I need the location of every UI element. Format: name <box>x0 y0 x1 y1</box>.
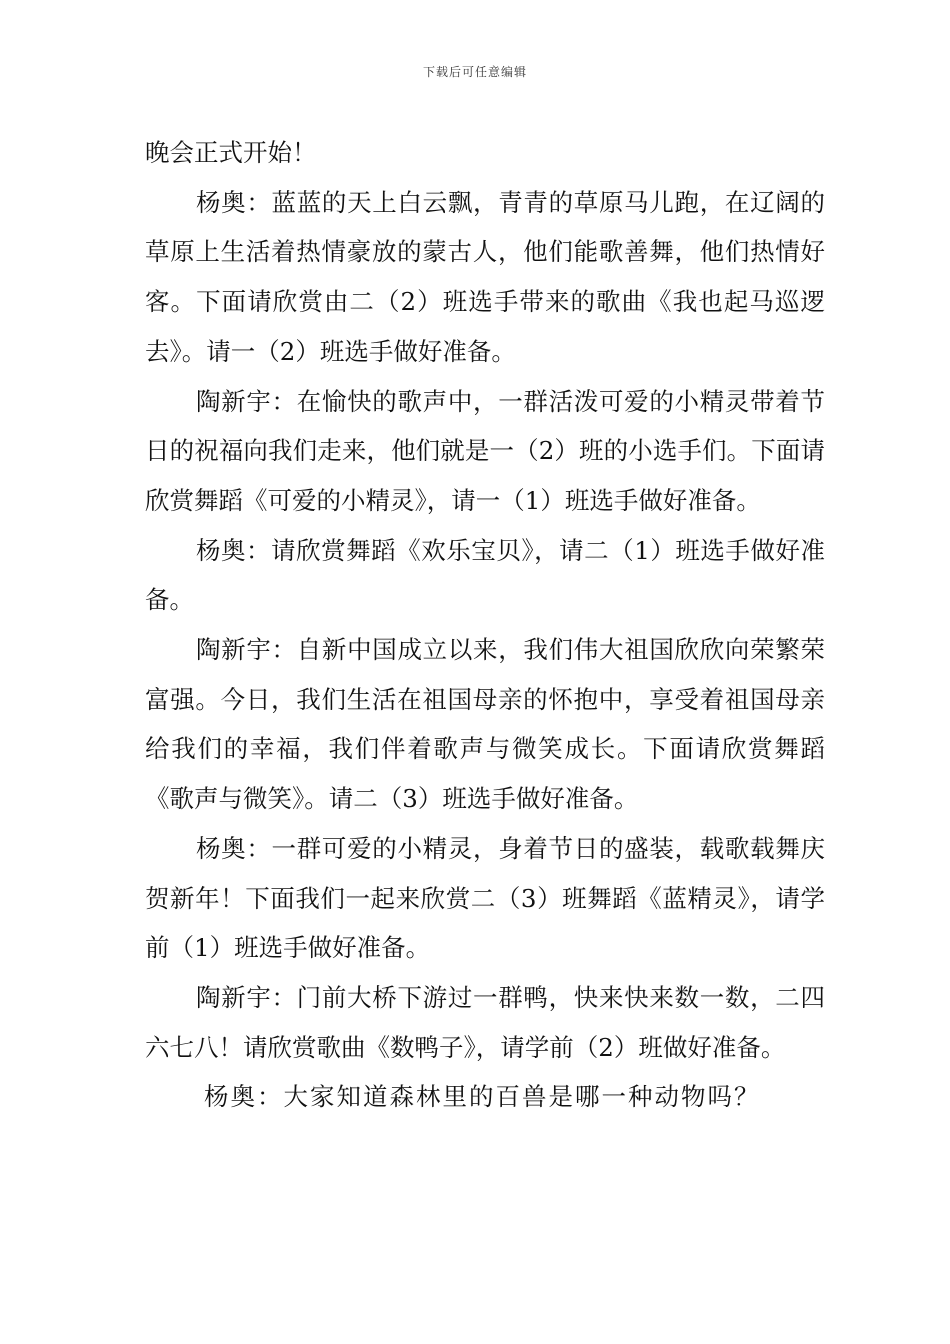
paragraph-yang-ao-3: 杨奥：一群可爱的小精灵，身着节日的盛装，载歌载舞庆贺新年！下面我们一起来欣赏二（3）班舞蹈《蓝精灵》，请学前（1）班选手做好准备。 <box>145 833 825 963</box>
paragraph-tao-xinyu-2: 陶新宇：自新中国成立以来，我们伟大祖国欣欣向荣繁荣富强。今日，我们生活在祖国母亲的怀抱中，享受着祖国母亲给我们的幸福，我们伴着歌声与微笑成长。下面请欣赏舞蹈《歌声与微笑》。请二（3）班选手做好准备。 <box>145 635 825 814</box>
paragraph-yang-ao-1: 杨奥：蓝蓝的天上白云飘，青青的草原马儿跑，在辽阔的草原上生活着热情豪放的蒙古人，他们能歌善舞，他们热情好客。下面请欣赏由二（2）班选手带来的歌曲《我也起马巡逻去》。请一（2）班选手做好准备。 <box>145 187 825 366</box>
paragraph-tao-xinyu-1: 陶新宇：在愉快的歌声中，一群活泼可爱的小精灵带着节日的祝福向我们走来，他们就是一（2）班的小选手们。下面请欣赏舞蹈《可爱的小精灵》，请一（1）班选手做好准备。 <box>145 386 825 515</box>
paragraph-tao-xinyu-3: 陶新宇：门前大桥下游过一群鸭，快来快来数一数，二四六七八！请欣赏歌曲《数鸭子》，请学前（2）班做好准备。 <box>145 982 825 1062</box>
document-body <box>145 128 825 1122</box>
page-header: 下载后可任意编辑 <box>422 65 527 79</box>
paragraph-opening: 晚会正式开始！ <box>145 138 317 167</box>
paragraph-yang-ao-2: 杨奥：请欣赏舞蹈《欢乐宝贝》，请二（1）班选手做好准备。 <box>145 535 825 615</box>
paragraph-yang-ao-4: 杨奥：大家知道森林里的百兽是哪一种动物吗？ <box>204 1082 761 1112</box>
